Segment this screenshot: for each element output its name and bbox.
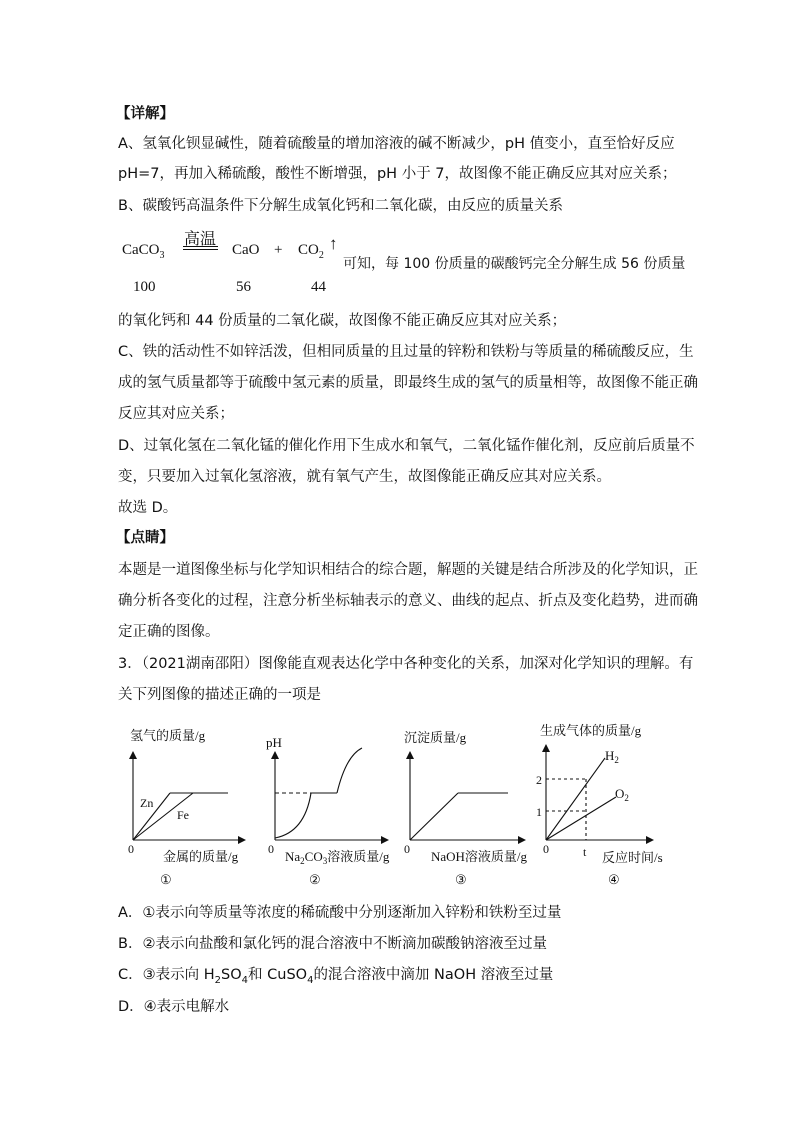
comment-line3: 定正确的图像。 xyxy=(118,624,220,640)
graph2-curve-rise2 xyxy=(337,748,362,793)
paragraph-b-line3: 的氧化钙和 44 份质量的二氧化碳，故图像不能正确反应其对应关系； xyxy=(118,313,567,329)
graph4-xlabel: 反应时间/s xyxy=(602,850,663,865)
graph2-curve-rise1 xyxy=(275,793,311,838)
graph3-rise xyxy=(410,793,458,840)
graph1-series-fe: Fe xyxy=(177,808,189,822)
paragraph-c-line2: 成的氢气质量都等于硫酸中氢元素的质量，即最终生成的氢气的质量相等，故图像不能正确 xyxy=(118,375,698,391)
equation-plus: + xyxy=(274,242,283,258)
graph1-series-zn: Zn xyxy=(140,796,154,810)
option-a: A．①表示向等质量等浓度的稀硫酸中分别逐渐加入锌粉和铁粉至过量 xyxy=(118,905,562,921)
option-c: C．③表示向 $H_2SO_4$和 CuSO$_4$的混合溶液中滴加 NaOH 溶液至过量 xyxy=(118,967,554,986)
graph-2-ph-vs-na2co3 xyxy=(275,748,388,840)
graph3-xlabel: NaOH溶液质量/g xyxy=(431,849,528,864)
graph4-ytick-1: 1 xyxy=(536,805,542,819)
paragraph-a-line2: pH=7，再加入稀硫酸，酸性不断增强，pH 小于 7，故图像不能正确反应其对应关系； xyxy=(118,166,677,182)
graph2-origin: 0 xyxy=(268,842,274,856)
graph4-o2-line xyxy=(546,797,616,840)
graph4-series-o2: $O_2$ xyxy=(615,786,629,803)
graph2-xlabel: $Na_2CO_3$溶液质量/g xyxy=(285,849,390,866)
graph1-xlabel: 金属的质量/g xyxy=(163,849,239,864)
mass-reactant: 100 xyxy=(133,279,156,295)
graph4-ytick-2: 2 xyxy=(536,773,542,787)
mass-product2: 44 xyxy=(311,279,326,295)
option-d: D．④表示电解水 xyxy=(118,999,230,1015)
heading-comment: 【点睛】 xyxy=(116,530,174,546)
graph-3-precipitate-vs-naoh xyxy=(410,752,525,840)
gas-arrow-icon: ↑ xyxy=(329,234,338,253)
graph2-number: ② xyxy=(309,872,321,887)
graph4-series-h2: $H_2$ xyxy=(605,748,619,765)
graph4-ylabel: 生成气体的质量/g xyxy=(540,723,642,738)
mass-product1: 56 xyxy=(236,279,251,295)
graph4-xtick-t: t xyxy=(583,845,587,859)
paragraph-c-line1: C、铁的活动性不如锌活泼，但相同质量的且过量的锌粉和铁粉与等质量的稀硫酸反应，生 xyxy=(118,344,694,360)
graph1-ylabel: 氢气的质量/g xyxy=(130,728,206,743)
graph4-number: ④ xyxy=(608,872,620,887)
graph1-number: ① xyxy=(160,872,172,887)
graph3-ylabel: 沉淀质量/g xyxy=(404,730,467,745)
graph-4-gas-vs-time xyxy=(546,745,653,840)
comment-line1: 本题是一道图像坐标与化学知识相结合的综合题，解题的关键是结合所涉及的化学知识，正 xyxy=(118,562,698,578)
graph3-number: ③ xyxy=(455,872,467,887)
paragraph-b-line2-tail: 可知，每 100 份质量的碳酸钙完全分解生成 56 份质量 xyxy=(343,256,686,272)
comment-line2: 确分析各变化的过程，注意分析坐标轴表示的意义、曲线的起点、折点及变化趋势，进而确 xyxy=(118,593,698,609)
graph4-h2-line xyxy=(546,758,605,840)
paragraph-c-line3: 反应其对应关系； xyxy=(118,406,234,422)
equation-reactant: CaCO$_3$ xyxy=(122,242,165,261)
graph1-origin: 0 xyxy=(128,842,134,856)
equation-product1: CaO xyxy=(232,242,260,258)
paragraph-b-line1: B、碳酸钙高温条件下分解生成氧化钙和二氧化碳，由反应的质量关系 xyxy=(118,198,563,214)
graph3-origin: 0 xyxy=(404,842,410,856)
paragraph-a-line1: A、氢氧化钡显碱性，随着硫酸量的增加溶液的碱不断减少，pH 值变小，直至恰好反应 xyxy=(118,136,675,152)
option-b: B．②表示向盐酸和氯化钙的混合溶液中不断滴加碳酸钠溶液至过量 xyxy=(118,936,547,952)
equation-condition: 高温 xyxy=(184,231,217,248)
graph2-ylabel: pH xyxy=(266,735,282,750)
question3-line1: 3．（2021湖南邵阳）图像能直观表达化学中各种变化的关系，加深对化学知识的理解。有 xyxy=(118,656,694,672)
equation-product2: $CO_2$ xyxy=(298,242,324,261)
paragraph-d-line2: 变，只要加入过氧化氢溶液，就有氧气产生，故图像能正确反应其对应关系。 xyxy=(118,469,611,485)
paragraph-d-line1: D、过氧化氢在二氧化锰的催化作用下生成水和氧气，二氧化锰作催化剂，反应前后质量不 xyxy=(118,438,695,454)
heading-detail: 【详解】 xyxy=(116,106,174,122)
answer-line: 故选 D。 xyxy=(118,500,178,516)
graph4-origin: 0 xyxy=(543,842,549,856)
question3-line2: 关下列图像的描述正确的一项是 xyxy=(118,687,321,703)
